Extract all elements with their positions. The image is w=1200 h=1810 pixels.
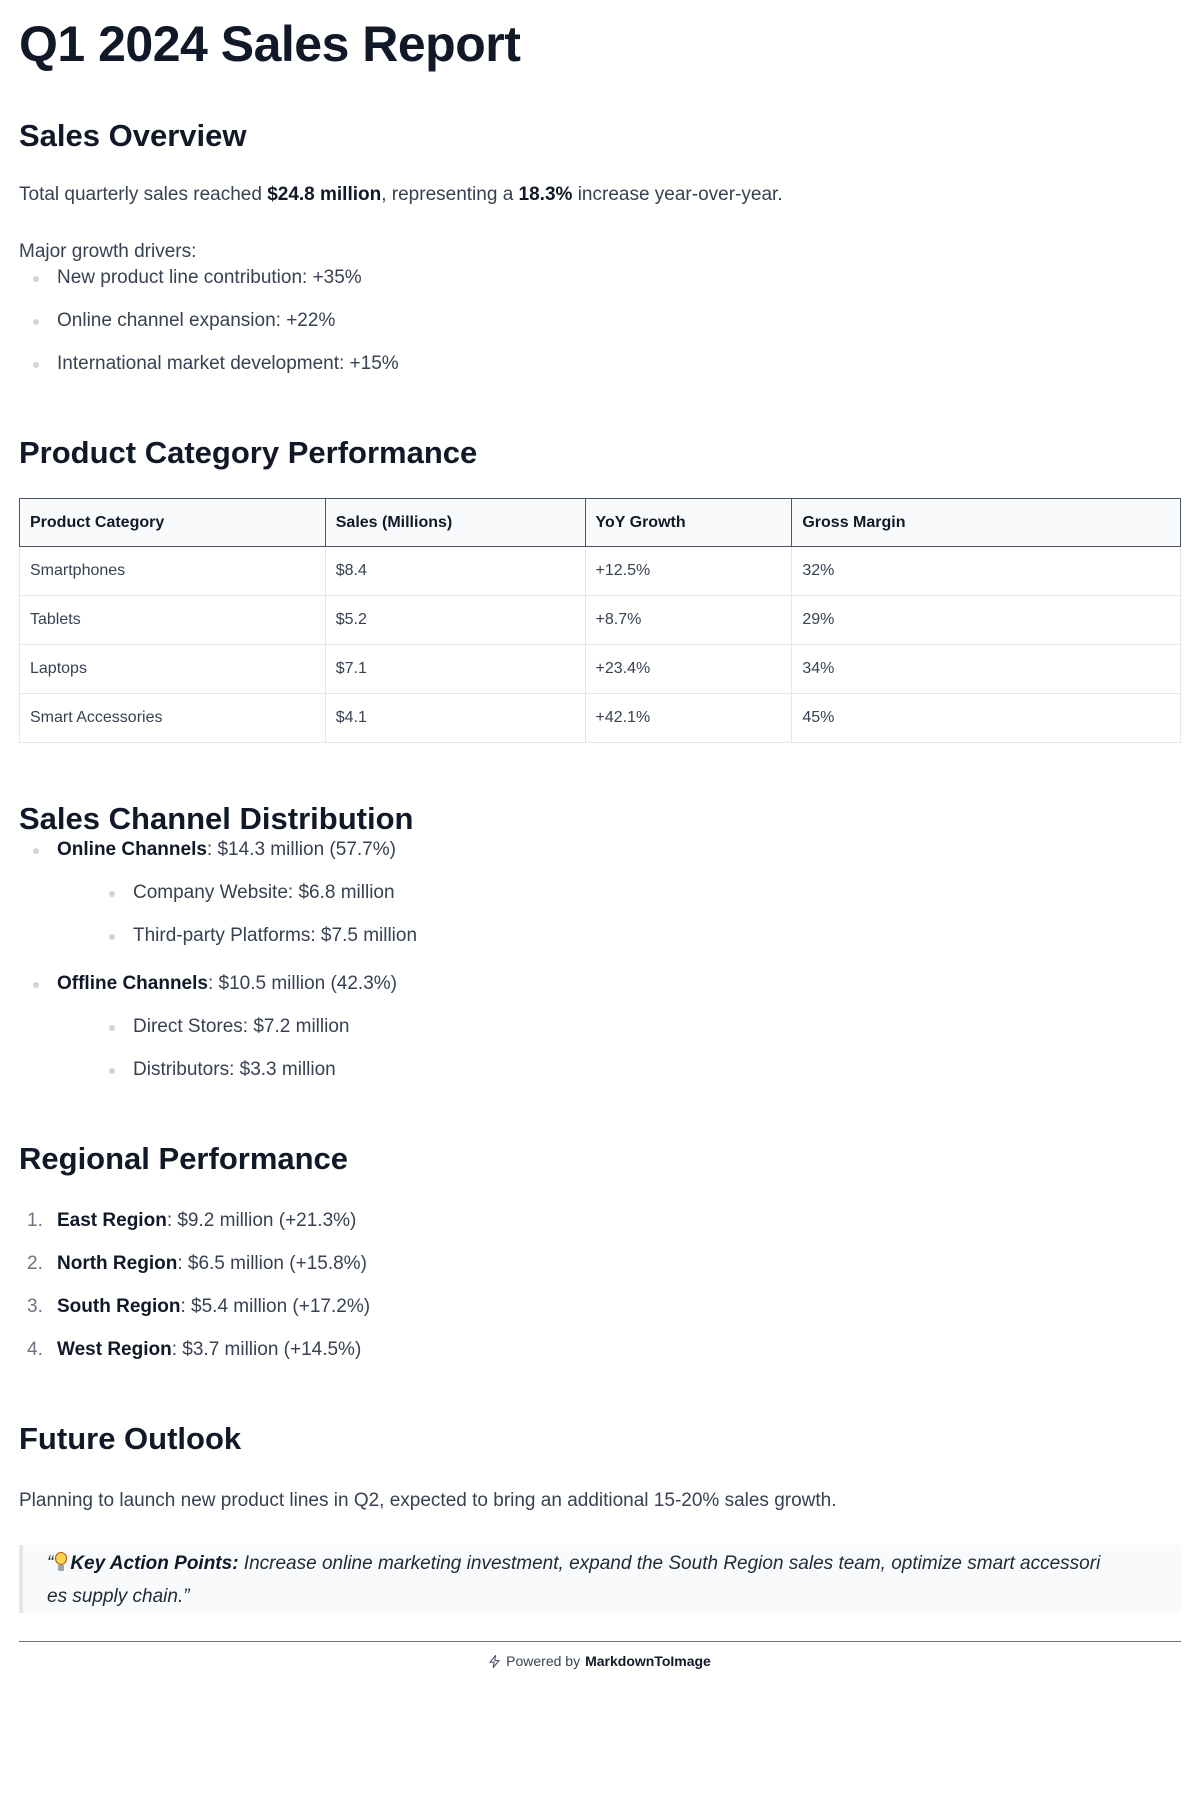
quote-text xyxy=(47,1547,1181,1613)
category-table xyxy=(19,498,1181,743)
sales-overview-heading: Sales Overview xyxy=(19,118,247,153)
list-item: Company Website: $6.8 million xyxy=(57,880,1181,906)
table-cell: $7.1 xyxy=(325,645,585,694)
yoy-growth-value: 18.3% xyxy=(518,184,573,205)
summary-text: Total quarterly sales reached xyxy=(19,184,268,205)
bolt-icon xyxy=(489,1655,500,1671)
table-row xyxy=(20,694,1181,743)
region-label: North Region xyxy=(57,1253,178,1274)
region-value: : $6.5 million (+15.8%) xyxy=(177,1253,367,1274)
region-label: East Region xyxy=(57,1210,167,1231)
column-header: Gross Margin xyxy=(792,499,1181,547)
list-item: New product line contribution: +35% xyxy=(19,265,1181,291)
column-header: YoY Growth xyxy=(585,499,792,547)
category-performance-heading: Product Category Performance xyxy=(19,435,478,470)
footer xyxy=(19,1653,1181,1671)
brand-link[interactable]: MarkdownToImage xyxy=(585,1653,711,1669)
list-item xyxy=(19,1337,1181,1363)
table-cell: $4.1 xyxy=(325,694,585,743)
table-cell: Laptops xyxy=(20,645,326,694)
quote-mark: “ xyxy=(47,1553,54,1574)
table-cell: 34% xyxy=(792,645,1181,694)
channel-distribution-heading: Sales Channel Distribution xyxy=(19,801,414,836)
channel-value: : $14.3 million (57.7%) xyxy=(206,839,396,860)
list-number: 2. xyxy=(27,1253,43,1274)
column-header: Product Category xyxy=(20,499,326,547)
list-item xyxy=(19,1208,1181,1234)
table-cell: Tablets xyxy=(20,596,326,645)
table-cell: 32% xyxy=(792,547,1181,596)
summary-text: increase year-over-year. xyxy=(572,184,783,205)
region-value: : $5.4 million (+17.2%) xyxy=(180,1296,371,1317)
table-header-row xyxy=(20,499,1181,547)
list-number: 3. xyxy=(27,1296,43,1317)
list-item: Distributors: $3.3 million xyxy=(57,1057,1181,1083)
quote-line-1: Increase online marketing investment, expand the South Region sales team, optimize smart accessori xyxy=(238,1553,1101,1574)
channel-label: Offline Channels xyxy=(57,973,208,994)
table-cell: +23.4% xyxy=(585,645,792,694)
overview-summary xyxy=(19,182,1181,208)
table-cell: $5.2 xyxy=(325,596,585,645)
quote-line-2: es supply chain.” xyxy=(47,1586,190,1607)
list-item: International market development: +15% xyxy=(19,351,1181,377)
region-label: South Region xyxy=(57,1296,181,1317)
quote-label: Key Action Points: xyxy=(70,1553,239,1574)
table-cell: 29% xyxy=(792,596,1181,645)
list-number: 1. xyxy=(27,1210,43,1231)
table-row xyxy=(20,596,1181,645)
outlook-text: Planning to launch new product lines in Q2, expected to bring an additional 15-20% sales growth. xyxy=(19,1490,837,1511)
region-value: : $3.7 million (+14.5%) xyxy=(171,1339,362,1360)
table-cell: +42.1% xyxy=(585,694,792,743)
lightbulb-icon xyxy=(54,1552,68,1572)
list-item: Online channel expansion: +22% xyxy=(19,308,1181,334)
drivers-intro: Major growth drivers: xyxy=(19,241,197,262)
table-row xyxy=(20,547,1181,596)
channel-list xyxy=(19,837,1181,1083)
region-value: : $9.2 million (+21.3%) xyxy=(166,1210,357,1231)
key-action-quote xyxy=(19,1545,1181,1613)
column-header: Sales (Millions) xyxy=(325,499,585,547)
table-cell: Smartphones xyxy=(20,547,326,596)
region-label: West Region xyxy=(57,1339,172,1360)
table-cell: +8.7% xyxy=(585,596,792,645)
online-sub-list xyxy=(57,880,1181,949)
regions-list xyxy=(19,1208,1181,1363)
powered-by-label: Powered by xyxy=(506,1653,581,1669)
table-cell: 45% xyxy=(792,694,1181,743)
list-item: Third-party Platforms: $7.5 million xyxy=(57,923,1181,949)
total-sales-value: $24.8 million xyxy=(267,184,382,205)
list-item: Direct Stores: $7.2 million xyxy=(57,1014,1181,1040)
offline-sub-list xyxy=(57,1014,1181,1083)
footer-divider xyxy=(19,1641,1181,1642)
list-item xyxy=(19,1251,1181,1277)
page-title: Q1 2024 Sales Report xyxy=(19,16,521,72)
table-row xyxy=(20,645,1181,694)
table-cell: +12.5% xyxy=(585,547,792,596)
future-outlook-heading: Future Outlook xyxy=(19,1421,242,1456)
regional-performance-heading: Regional Performance xyxy=(19,1141,349,1176)
channel-value: : $10.5 million (42.3%) xyxy=(207,973,398,994)
table-cell: $8.4 xyxy=(325,547,585,596)
channel-label: Online Channels xyxy=(57,839,207,860)
list-item-online-channels xyxy=(19,837,1181,949)
table-cell: Smart Accessories xyxy=(20,694,326,743)
list-item-offline-channels xyxy=(19,971,1181,1083)
summary-text: , representing a xyxy=(381,184,519,205)
list-number: 4. xyxy=(27,1339,43,1360)
list-item xyxy=(19,1294,1181,1320)
growth-drivers-list xyxy=(19,265,1181,377)
